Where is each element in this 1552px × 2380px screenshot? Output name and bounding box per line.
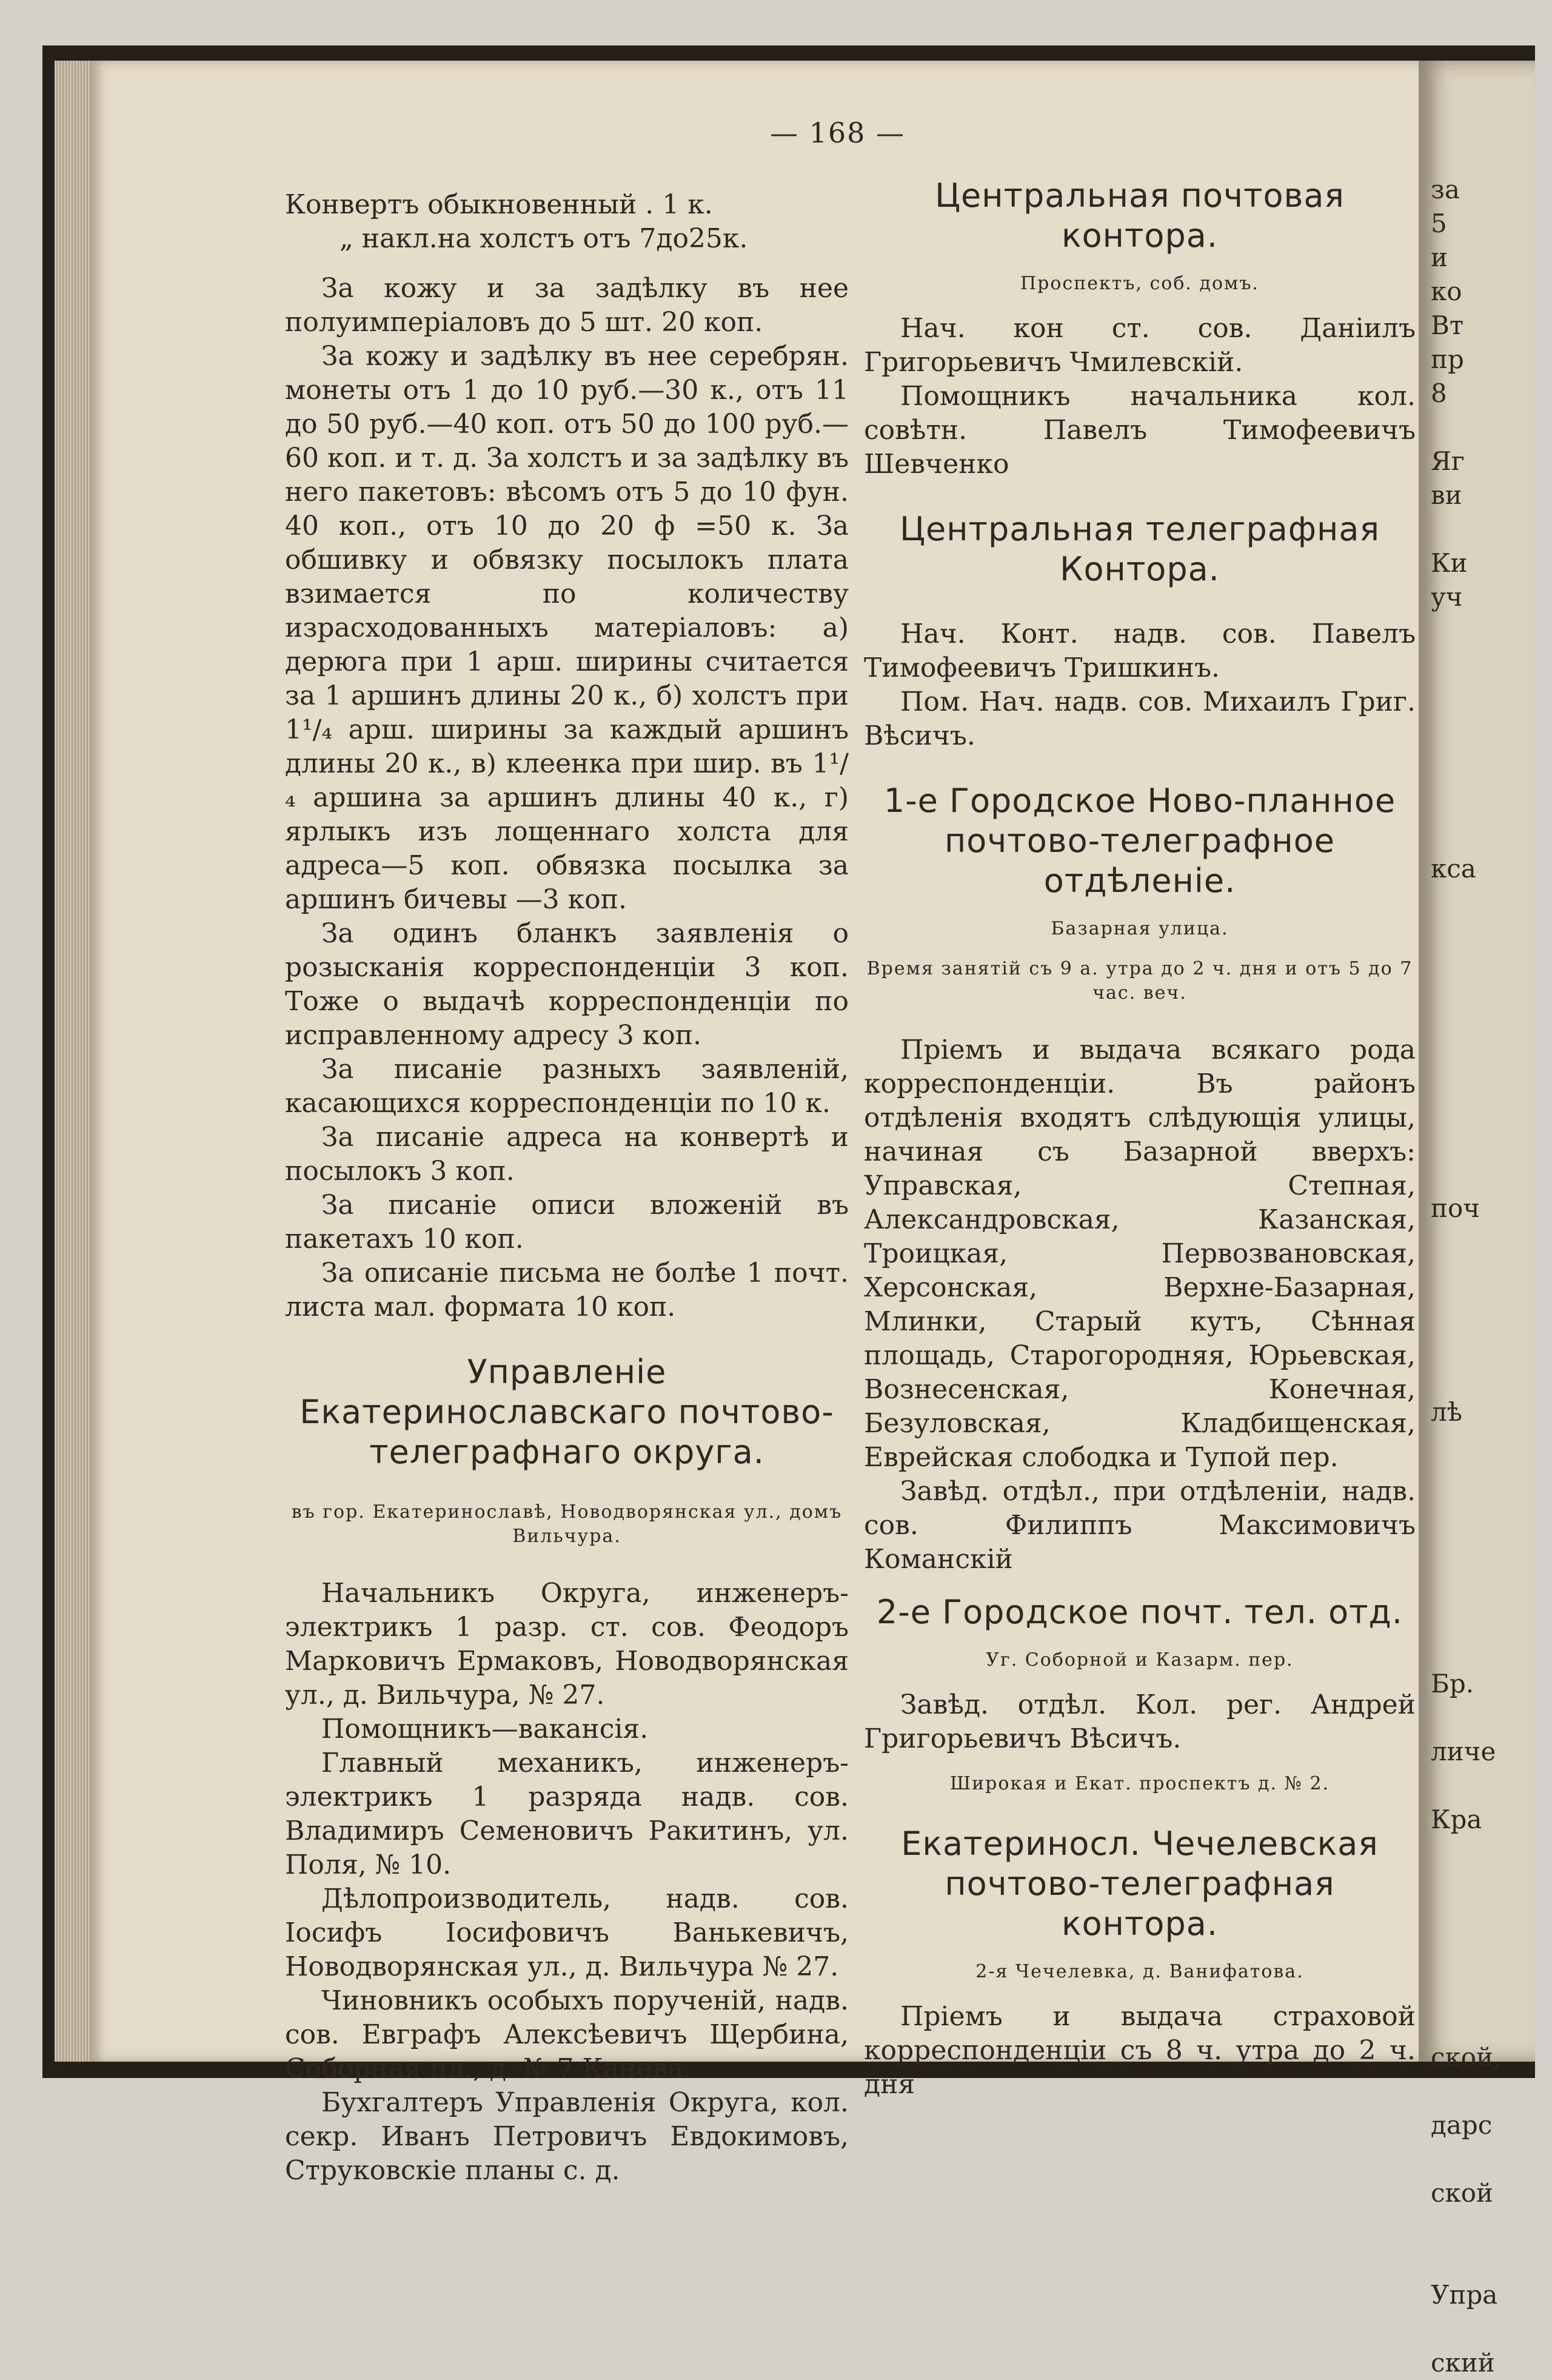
paragraph: За кожу и задѣлку въ нее серебрян. монеты отъ 1 до 10 руб.—30 к., отъ 11 до 50 руб.—40 коп. отъ 50 до 100 руб.—60 коп. и т. д. За холстъ и за задѣлку въ него пакетовъ: вѣсомъ отъ 5 до 10 фун. 40 коп., отъ 10 до 20 ф =50 к. За обшивку и обвязку посылокъ плата взимается по количеству израсходованныхъ матеріаловъ: а) дерюга при 1 арш. ширины считается за 1 аршинъ длины 20 к., б) холстъ при 1¹/₄ арш. ширины за каждый аршинъ длины 20 к., в) клеенка при шир. въ 1¹/₄ аршина за аршинъ длины 40 к., г) ярлыкъ изъ лощеннаго холста для адреса—5 коп. обвязка посылка за аршинъ бичевы —3 коп. (285, 341, 849, 915)
staff-entry: Нач. Конт. надв. сов. Павелъ Тимофеевичъ Тришкинъ. (864, 618, 1416, 683)
adjacent-page-fragment: личе (1431, 1737, 1496, 1766)
adjacent-page-fragment (1431, 1259, 1552, 1293)
adjacent-page-fragment: ви (1431, 480, 1462, 510)
adjacent-page-fragment: за (1431, 175, 1460, 204)
paragraph: Пріемъ и выдача страховой корреспонденціи съ 8 ч. утра до 2 ч. дня (864, 2001, 1416, 2100)
section-address: Базарная улица. (1051, 918, 1229, 939)
adjacent-page-text (1431, 173, 1552, 2380)
staff-entry: Помощникъ начальника кол. совѣтн. Павелъ Тимофеевичъ Шевченко (864, 381, 1416, 480)
page-edges (55, 61, 94, 2062)
adjacent-page-fragment (1431, 1769, 1552, 1803)
adjacent-page-fragment (1431, 1090, 1552, 1124)
adjacent-page-fragment (1431, 2312, 1552, 2346)
adjacent-page-fragment (1431, 2142, 1552, 2176)
paragraph: За писаніе разныхъ заявленій, касающихся корреспонденціи по 10 к. (285, 1054, 849, 1119)
adjacent-page-fragment (1431, 784, 1552, 818)
adjacent-page-fragment (1431, 1463, 1552, 1497)
adjacent-page-fragment (1431, 1361, 1552, 1395)
adjacent-page-fragment: 5 (1431, 209, 1447, 238)
staff-entry: Завѣд. отдѣл., при отдѣленіи, надв. сов. Филиппъ Максимовичъ Команскій (864, 1476, 1416, 1575)
section-heading: Центральная телеграфная Контора. (900, 510, 1380, 588)
adjacent-page-fragment: Ки (1431, 548, 1468, 578)
adjacent-page-fragment: поч (1431, 1193, 1480, 1223)
adjacent-page-fragment (1431, 1022, 1552, 1056)
office-hours: Время занятій съ 9 а. утра до 2 ч. дня и отъ 5 до 7 час. веч. (866, 958, 1413, 1004)
staff-entry: Пом. Нач. надв. сов. Михаилъ Григ. Вѣсичъ. (864, 686, 1416, 751)
section-heading: 2-е Городское почт. тел. отд. (876, 1593, 1403, 1631)
adjacent-page-fragment (1431, 818, 1552, 852)
adjacent-page-fragment: Вт (1431, 310, 1464, 340)
adjacent-page-fragment: ской, (1431, 2042, 1502, 2072)
staff-entry: Помощникъ—вакансія. (321, 1714, 649, 1745)
staff-entry: Нач. кон ст. сов. Даніилъ Григорьевичъ Чмилевскій. (864, 313, 1416, 378)
paragraph: За писаніе адреса на конвертѣ и посылокъ 3 коп. (285, 1122, 849, 1187)
adjacent-page-fragment (1431, 1531, 1552, 1565)
adjacent-page-fragment: и (1431, 243, 1448, 272)
adjacent-page-fragment (1431, 1599, 1552, 1633)
paragraph: За одинъ бланкъ заявленія о розысканія корреспонденціи 3 коп. Тоже о выдачѣ корреспонденціи по исправленному адресу 3 коп. (285, 918, 849, 1051)
adjacent-page (1419, 61, 1535, 2378)
adjacent-page-fragment (1431, 1565, 1552, 1599)
adjacent-page-fragment: уч (1431, 582, 1463, 612)
adjacent-page-fragment (1431, 2244, 1552, 2278)
adjacent-page-fragment (1431, 1327, 1552, 1361)
adjacent-page-fragment (1431, 1939, 1552, 1973)
adjacent-page-fragment (1431, 988, 1552, 1022)
adjacent-page-fragment (1431, 1701, 1552, 1735)
adjacent-page-fragment (1431, 411, 1552, 444)
staff-entry: Дѣлопроизводитель, надв. сов. Іосифъ Іосифовичъ Ванькевичъ, Новодворянская ул., д. Вильчура № 27. (285, 1883, 849, 1982)
paragraph: Пріемъ и выдача всякаго рода корреспонденціи. Въ районъ отдѣленія входятъ слѣдующія улицы, начиная съ Базарной вверхъ: Управская, Степная, Александровская, Казанская, Троицкая, Первозвановская, Херсонская, Верхне-Базарная, Млинки, Старый кутъ, Сѣнная площадь, Старогородняя, Юрьевская, Вознесенская, Конечная, Безуловская, Кладбищенская, Еврейская слободка и Тупой пер. (864, 1034, 1416, 1473)
adjacent-page-fragment (1431, 648, 1552, 682)
adjacent-page-fragment (1431, 682, 1552, 716)
section-address: Проспектъ, соб. домъ. (1020, 273, 1259, 294)
staff-entry: Главный механикъ, инженеръ-электрикъ 1 разряда надв. сов. Владимиръ Семеновичъ Ракитинъ, ул. Поля, № 10. (285, 1748, 849, 1880)
left-column (285, 188, 849, 2188)
adjacent-page-fragment: ской (1431, 2178, 1494, 2208)
adjacent-page-fragment: Бр. (1431, 1669, 1474, 1698)
section-address: Уг. Соборной и Казарм. пер. (986, 1649, 1294, 1671)
adjacent-page-fragment (1431, 1497, 1552, 1531)
envelope-line-1: Конвертъ обыкновенный . 1 к. (285, 189, 713, 220)
envelope-line-2: „ накл.на холстъ отъ 7до25к. (340, 223, 748, 254)
adjacent-page-fragment: 8 (1431, 378, 1447, 408)
paragraph: За кожу и за задѣлку въ нее полуимперіаловъ до 5 шт. 20 коп. (285, 273, 849, 338)
adjacent-page-fragment (1431, 2074, 1552, 2108)
adjacent-page-fragment (1431, 1293, 1552, 1327)
adjacent-page-fragment: пр (1431, 344, 1464, 374)
adjacent-page-fragment: кса (1431, 854, 1476, 883)
adjacent-page-fragment (1431, 2006, 1552, 2040)
staff-entry: Начальникъ Округа, инженеръ-электрикъ 1 разр. ст. сов. Феодоръ Марковичъ Ермаковъ, Новодворянская ул., д. Вильчура, № 27. (285, 1578, 849, 1711)
adjacent-page-fragment (1431, 716, 1552, 750)
adjacent-page-fragment (1431, 1837, 1552, 1871)
section-address: Широкая и Екат. проспектъ д. № 2. (949, 1773, 1330, 1794)
adjacent-page-fragment (1431, 920, 1552, 954)
section-address: 2-я Чечелевка, д. Ванифатова. (975, 1961, 1304, 1982)
adjacent-page-fragment (1431, 1056, 1552, 1090)
staff-entry: Завѣд. отдѣл. Кол. рег. Андрей Григорьевичъ Вѣсичъ. (864, 1689, 1416, 1754)
right-column (864, 176, 1416, 2102)
paragraph: За описаніе письма не болѣе 1 почт. листа мал. формата 10 коп. (285, 1258, 849, 1322)
adjacent-page-fragment: Яг (1431, 446, 1465, 476)
adjacent-page-fragment (1431, 1124, 1552, 1158)
adjacent-page-fragment (1431, 1633, 1552, 1667)
section-heading: 1-е Городское Ново-планное почтово-телеграфное отдѣленіе. (883, 782, 1396, 900)
adjacent-page-fragment: Упра (1431, 2280, 1498, 2310)
adjacent-page-fragment (1431, 1973, 1552, 2006)
adjacent-page-fragment: ко (1431, 277, 1462, 306)
adjacent-page-fragment: дарс (1431, 2110, 1493, 2140)
adjacent-page-fragment: ский (1431, 2348, 1495, 2378)
adjacent-page-fragment (1431, 1225, 1552, 1259)
adjacent-page-fragment (1431, 2210, 1552, 2244)
section-address: въ гор. Екатеринославѣ, Новодворянская ул., домъ Вильчура. (291, 1501, 843, 1547)
adjacent-page-fragment: Кра (1431, 1805, 1482, 1834)
adjacent-page-fragment: лѣ (1431, 1397, 1463, 1427)
section-heading: Екатериносл. Чечелевская почтово-телеграфная контора. (901, 1825, 1379, 1943)
adjacent-page-fragment (1431, 750, 1552, 784)
adjacent-page-fragment (1431, 614, 1552, 648)
adjacent-page-fragment (1431, 512, 1552, 546)
adjacent-page-fragment (1431, 1158, 1552, 1192)
section-heading: Центральная почтовая контора. (935, 176, 1345, 255)
adjacent-page-fragment (1431, 1871, 1552, 1905)
adjacent-page-fragment (1431, 886, 1552, 920)
staff-entry: Бухгалтеръ Управленія Округа, кол. секр. Иванъ Петровичъ Евдокимовъ, Струковскіе планы с. д. (285, 2087, 849, 2186)
section-heading: Управленіе Екатеринославскаго почтово-телеграфнаго округа. (299, 1353, 834, 1471)
adjacent-page-fragment (1431, 954, 1552, 988)
adjacent-page-fragment (1431, 1429, 1552, 1463)
page-number: — 168 — (770, 116, 906, 149)
staff-entry: Чиновникъ особыхъ порученій, надв. сов. Евграфъ Алексѣевичъ Щербина, Соборная пл., д. № 7 Канева. (285, 1985, 849, 2084)
adjacent-page-fragment (1431, 1905, 1552, 1939)
paragraph: За писаніе описи вложеній въ пакетахъ 10 коп. (285, 1190, 849, 1255)
